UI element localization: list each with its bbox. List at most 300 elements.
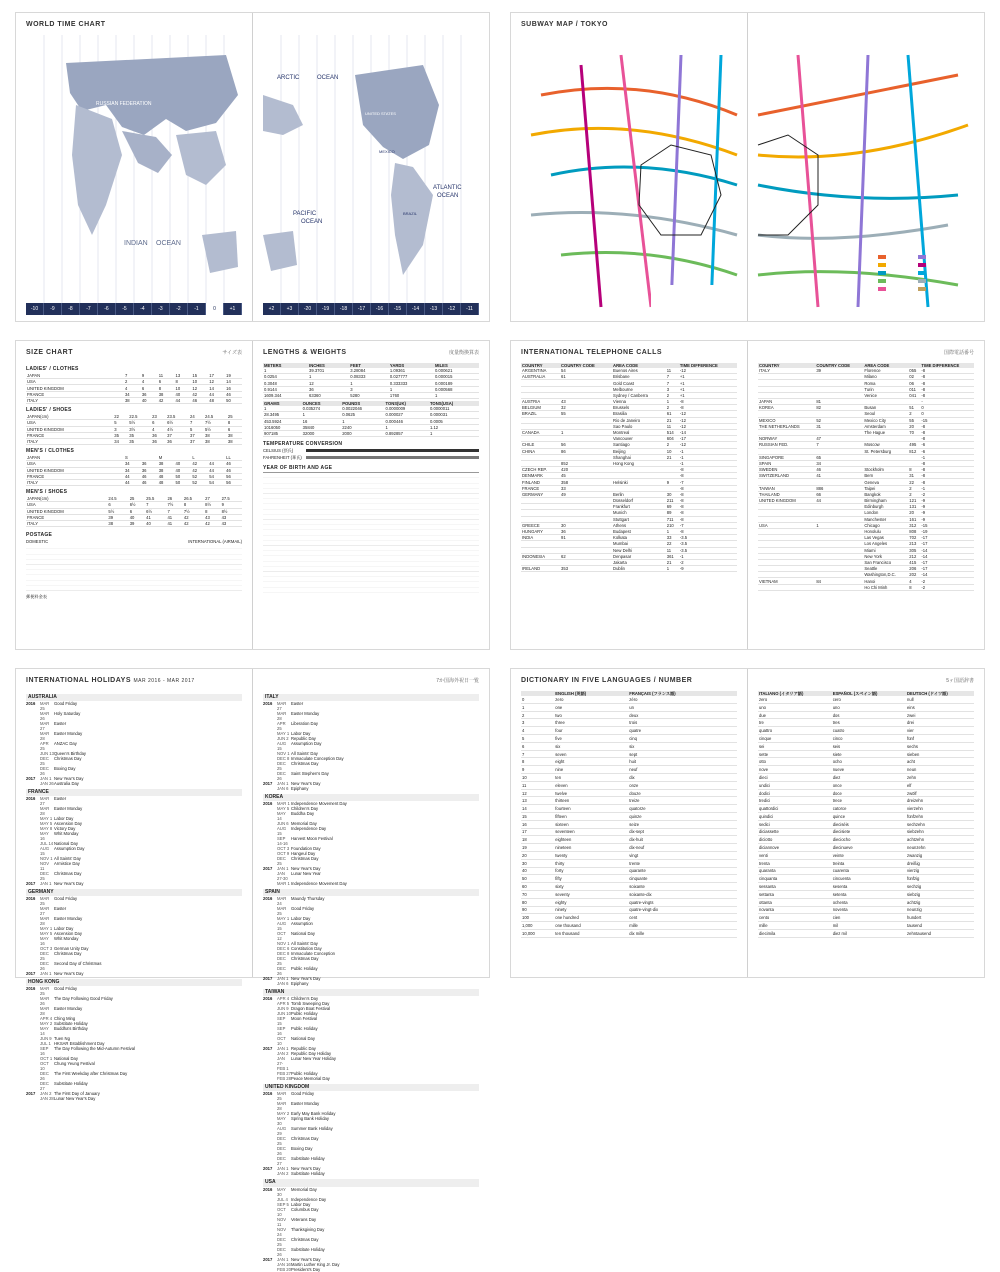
- map-label: PACIFIC: [293, 211, 317, 217]
- table-cell: 40: [175, 391, 192, 397]
- holiday-date: MAR 25: [277, 906, 287, 917]
- size-chart-body: [26, 363, 242, 635]
- holiday-line: [263, 956, 479, 966]
- table-cell: -6: [920, 442, 974, 448]
- holiday-name: Christmas Day: [291, 856, 319, 862]
- table-cell: 1: [815, 522, 863, 528]
- holiday-date: JAN 28: [40, 1096, 54, 1102]
- table-cell: -12: [679, 411, 737, 417]
- table-cell: DENMARK: [521, 473, 560, 479]
- table-cell: -2: [679, 559, 737, 565]
- table-cell: 100: [521, 914, 554, 922]
- table-cell: 8: [175, 379, 192, 385]
- holiday-name: Second Day of Christmas: [54, 961, 102, 967]
- table-cell: 6: [521, 742, 554, 750]
- map-label: OCEAN: [301, 219, 323, 225]
- table-cell: Venice: [863, 392, 908, 398]
- telephone-table: [521, 363, 737, 572]
- page-title: WORLD TIME CHART: [26, 21, 106, 28]
- table-row: [758, 789, 974, 797]
- table-cell: Milano: [863, 374, 908, 380]
- table-cell: fifty: [554, 875, 628, 883]
- table-row: [521, 735, 737, 743]
- holiday-name: National Day: [54, 1056, 78, 1062]
- table-cell: 38: [227, 432, 242, 438]
- table-cell: 415: [908, 559, 920, 565]
- table-cell: one hundred: [554, 914, 628, 922]
- holiday-date: JUN 10: [277, 1011, 291, 1017]
- holiday-line: [26, 806, 242, 816]
- table-cell: FRANCE: [521, 485, 560, 491]
- table-cell: 0.000446: [384, 418, 428, 424]
- table-cell: cuatro: [832, 727, 906, 735]
- holiday-name: Columbus Day: [291, 1206, 319, 1212]
- dictionary-body-left: [521, 691, 737, 963]
- table-cell: 37: [189, 438, 204, 444]
- holiday-year: [263, 906, 277, 916]
- holiday-group-title: ITALY: [263, 694, 479, 701]
- holiday-line: [263, 1227, 479, 1237]
- table-cell: NORWAY: [758, 436, 815, 442]
- table-cell: -8: [679, 467, 737, 473]
- table-cell: 46: [815, 467, 863, 473]
- table-cell: 44: [208, 391, 225, 397]
- table-cell: cien: [832, 914, 906, 922]
- table-cell: 305: [908, 547, 920, 553]
- column-header: AREA CODE: [612, 363, 666, 368]
- table-cell: 35: [113, 432, 128, 438]
- table-cell: Gold Coast: [612, 380, 666, 386]
- table-row: [521, 727, 737, 735]
- table-cell: -8: [679, 528, 737, 534]
- map-label: OCEAN: [317, 75, 339, 81]
- holiday-name: Easter: [54, 721, 67, 727]
- holiday-date: OCT 10: [40, 1061, 49, 1072]
- table-cell: 711: [666, 516, 679, 522]
- holiday-line: [26, 766, 242, 776]
- holiday-year: [263, 1101, 277, 1111]
- holiday-year: 2017: [263, 1046, 273, 1052]
- table-cell: 0.0005: [429, 418, 479, 424]
- holiday-name: Epiphany: [291, 786, 309, 792]
- holiday-group-title: KOREA: [263, 794, 479, 801]
- table-cell: -12: [679, 368, 737, 374]
- table-cell: 38: [124, 397, 141, 403]
- table-cell: 25: [227, 414, 242, 420]
- holiday-name: Peace Memorial Day: [291, 1076, 330, 1082]
- holiday-line: [263, 1187, 479, 1197]
- table-cell: catorce: [832, 805, 906, 813]
- table-row: [521, 836, 737, 844]
- table-cell: -3.5: [679, 535, 737, 541]
- table-cell: 90: [521, 906, 554, 914]
- table-cell: 31: [908, 473, 920, 479]
- column-header: COUNTRY: [521, 363, 560, 368]
- holiday-date: AUG 15: [277, 921, 287, 932]
- table-cell: UNITED KINGDOM: [26, 385, 124, 391]
- table-cell: 6: [141, 385, 158, 391]
- table-cell: 9: [521, 766, 554, 774]
- size-table: [26, 496, 242, 527]
- holiday-date: JUN 6: [277, 821, 289, 827]
- table-cell: tres: [832, 719, 906, 727]
- table-cell: dix-huit: [628, 836, 737, 844]
- table-cell: THAILAND: [758, 491, 815, 497]
- table-cell: 8: [158, 385, 175, 391]
- table-cell: Shanghai: [612, 454, 666, 460]
- table-cell: 3: [113, 426, 128, 432]
- table-cell: 06: [908, 380, 920, 386]
- holiday-year: [26, 806, 40, 816]
- table-cell: UNITED KINGDOM: [26, 426, 113, 432]
- holiday-date: DEC 26: [40, 961, 49, 972]
- table-cell: 9: [141, 373, 158, 379]
- time-zone-cell: -6: [98, 303, 116, 315]
- holiday-year: 2017: [263, 976, 273, 982]
- holiday-line: [263, 1076, 479, 1081]
- holidays-page-left: [16, 669, 252, 1102]
- holiday-date: APR 4: [40, 1016, 53, 1022]
- holiday-date: MAR 26: [40, 711, 50, 722]
- table-cell: USA: [26, 502, 107, 508]
- section-title: TEMPERATURE CONVERSION: [263, 441, 343, 448]
- holiday-year: [26, 861, 40, 871]
- table-cell: CHILE: [521, 442, 560, 448]
- table-cell: 6: [151, 420, 166, 426]
- table-cell: Brisbane: [612, 374, 666, 380]
- table-cell: diciannove: [758, 844, 832, 852]
- holiday-name: Early May Bank Holiday: [291, 1111, 336, 1117]
- table-cell: -15: [920, 522, 974, 528]
- table-row: [758, 930, 974, 938]
- holiday-year: 2016: [263, 801, 273, 807]
- holiday-line: [263, 881, 479, 886]
- table-cell: Bern: [863, 473, 908, 479]
- table-cell: 2: [521, 711, 554, 719]
- table-row: [521, 703, 737, 711]
- time-zone-cell: -11: [461, 303, 479, 315]
- table-cell: 5: [521, 735, 554, 743]
- holiday-line: [26, 916, 242, 926]
- table-cell: 13: [175, 373, 192, 379]
- holiday-line: [263, 1247, 479, 1257]
- table-cell: six: [554, 742, 628, 750]
- table-cell: neunzehn: [906, 844, 974, 852]
- table-cell: 1: [429, 430, 479, 436]
- holiday-line: [26, 731, 242, 741]
- holiday-name: All Saints' Day: [291, 941, 318, 947]
- table-cell: 26.5: [183, 496, 204, 502]
- holiday-year: [26, 781, 40, 786]
- table-cell: thirty: [554, 859, 628, 867]
- table-cell: 4: [124, 385, 141, 391]
- time-zone-cell: -18: [335, 303, 353, 315]
- holiday-line: [26, 961, 242, 971]
- holiday-line: [263, 921, 479, 931]
- table-cell: 5½: [128, 420, 151, 426]
- time-zone-cell: -9: [44, 303, 62, 315]
- table-cell: twenty: [554, 852, 628, 860]
- table-cell: -12: [679, 417, 737, 423]
- holiday-group-title: HONG KONG: [26, 979, 242, 986]
- holiday-name: The Day Following the Mid-Autumn Festival: [54, 1046, 135, 1052]
- table-cell: diecimila: [758, 930, 832, 938]
- weight-table: [263, 401, 479, 437]
- holiday-date: MAR 28: [277, 711, 287, 722]
- table-cell: GERMANY: [521, 491, 560, 497]
- table-cell: 42: [183, 520, 204, 526]
- table-cell: mille: [758, 922, 832, 930]
- table-cell: 24.5: [107, 496, 128, 502]
- table-cell: UNITED KINGDOM: [26, 508, 107, 514]
- table-cell: INDIA: [521, 535, 560, 541]
- column-header: GRAMS: [263, 401, 302, 406]
- time-zone-cell: -16: [371, 303, 389, 315]
- holiday-date: SEP 16: [40, 1046, 49, 1057]
- holiday-name: Easter Monday: [291, 711, 320, 717]
- holiday-year: [263, 966, 277, 976]
- holiday-date: OCT 3: [277, 846, 290, 852]
- holiday-name: Thanksgiving Day: [291, 1226, 325, 1232]
- table-cell: IRELAND: [521, 566, 560, 572]
- table-cell: 5½: [204, 426, 227, 432]
- table-cell: 43: [221, 514, 242, 520]
- holiday-name: Martin Luther King Jr. Day: [291, 1261, 340, 1267]
- holiday-date: NOV 1: [40, 856, 53, 862]
- holiday-date: OCT 12: [277, 931, 286, 942]
- holiday-date: DEC 25: [277, 1136, 286, 1147]
- holiday-name: ANZAC Day: [54, 741, 77, 747]
- table-cell: trois: [628, 719, 737, 727]
- table-cell: 19: [225, 373, 242, 379]
- table-cell: elf: [906, 781, 974, 789]
- table-cell: cero: [832, 696, 906, 703]
- holiday-date: JAN 6: [277, 786, 289, 792]
- time-zone-cell: +3: [281, 303, 299, 315]
- table-cell: ninety: [554, 906, 628, 914]
- table-cell: 1760: [389, 392, 434, 398]
- table-cell: 56: [225, 473, 242, 479]
- table-cell: diciotto: [758, 836, 832, 844]
- table-cell: Rio de Janeiro: [612, 417, 666, 423]
- holiday-name: Easter Monday: [54, 731, 83, 737]
- table-cell: 2240: [341, 424, 384, 430]
- table-cell: 54: [208, 473, 225, 479]
- holiday-date: OCT 10: [277, 1206, 286, 1217]
- table-cell: noventa: [832, 906, 906, 914]
- holiday-date: MAY 14: [277, 811, 286, 822]
- map-label: RUSSIAN FEDERATION: [96, 101, 152, 107]
- table-cell: -8: [679, 510, 737, 516]
- table-cell: +1: [679, 380, 737, 386]
- table-cell: 02: [908, 374, 920, 380]
- holiday-year: [26, 766, 40, 776]
- table-row: [758, 852, 974, 860]
- table-cell: 46: [141, 473, 158, 479]
- holiday-name: Public Holiday: [291, 966, 318, 972]
- table-cell: ARGENTINA: [521, 368, 560, 374]
- holiday-name: Easter: [54, 906, 67, 912]
- holiday-name: Labor Day: [54, 816, 74, 822]
- holiday-name: Harvest Moon Festival: [291, 836, 333, 842]
- holiday-date: DEC 25: [277, 761, 286, 772]
- table-cell: 5½: [107, 508, 128, 514]
- holiday-year: [26, 1061, 40, 1071]
- holiday-name: Memorial Day: [291, 821, 317, 827]
- table-cell: dreizehn: [906, 797, 974, 805]
- table-cell: 5280: [349, 392, 389, 398]
- table-cell: ochenta: [832, 898, 906, 906]
- table-cell: Stockholm: [863, 467, 908, 473]
- table-row: [263, 430, 479, 436]
- table-cell: TAIWAN: [758, 485, 815, 491]
- column-header: TONS(USA): [429, 401, 479, 406]
- table-cell: zero: [554, 696, 628, 703]
- table-cell: 8½: [221, 508, 242, 514]
- table-row: [26, 520, 242, 526]
- table-cell: 39: [129, 520, 145, 526]
- holiday-name: Buddha Day: [291, 811, 315, 817]
- table-cell: diez: [832, 774, 906, 782]
- table-cell: 40: [145, 520, 166, 526]
- holiday-name: Armistice Day: [54, 861, 80, 867]
- table-cell: +1: [679, 386, 737, 392]
- table-cell: 6½: [145, 508, 166, 514]
- table-cell: Denpasar: [612, 553, 666, 559]
- holiday-year: 2016: [263, 1091, 273, 1097]
- lengths-page: [253, 341, 489, 649]
- time-zone-cell: -13: [425, 303, 443, 315]
- table-row: [521, 828, 737, 836]
- holiday-name: Foundation Day: [291, 846, 321, 852]
- holiday-year: 2016: [26, 896, 36, 902]
- table-cell: 3: [521, 719, 554, 727]
- table-cell: nine: [554, 766, 628, 774]
- holiday-line: [26, 1026, 242, 1036]
- holiday-year: [263, 881, 277, 886]
- holiday-date: DEC 26: [277, 966, 286, 977]
- table-row: [521, 766, 737, 774]
- table-cell: ITALY: [26, 479, 124, 485]
- table-cell: 1.12: [429, 424, 479, 430]
- table-row: [263, 392, 479, 398]
- holiday-date: MAY 14: [40, 1026, 49, 1037]
- holiday-line: [26, 1071, 242, 1081]
- table-cell: 46: [141, 479, 158, 485]
- table-cell: 0.3048: [263, 380, 308, 386]
- table-cell: quatre: [628, 727, 737, 735]
- table-cell: 55: [560, 411, 612, 417]
- table-cell: INDONESIA: [521, 553, 560, 559]
- table-cell: dix mille: [628, 930, 737, 938]
- holiday-line: [263, 811, 479, 821]
- table-cell: six: [628, 742, 737, 750]
- holiday-name: Substitute Holiday: [291, 1246, 325, 1252]
- table-cell: 39.3701: [308, 368, 349, 374]
- holiday-date: DEC 26: [40, 1071, 49, 1082]
- table-cell: mil: [832, 922, 906, 930]
- holiday-year: [263, 871, 277, 881]
- holiday-date: OCT 9: [277, 851, 290, 857]
- table-row: [758, 727, 974, 735]
- holiday-year: [263, 721, 277, 731]
- column-header: DEUTSCH (ドイツ語): [906, 691, 974, 696]
- table-cell: 131: [908, 504, 920, 510]
- table-cell: -8: [679, 498, 737, 504]
- table-cell: 23.5: [166, 414, 189, 420]
- table-cell: undici: [758, 781, 832, 789]
- holiday-name: Queen's Birthday: [54, 751, 86, 757]
- table-cell: 0.000027: [384, 412, 428, 418]
- column-header: COUNTRY: [758, 363, 815, 368]
- table-cell: 210: [666, 522, 679, 528]
- holiday-date: AUG 29: [277, 1126, 287, 1137]
- postage-column-title: DOMESTIC: [26, 539, 49, 545]
- table-cell: neunzig: [906, 906, 974, 914]
- holiday-name: Substitute Holiday: [291, 1156, 325, 1162]
- holiday-line: [26, 986, 242, 996]
- holiday-date: FEB 27: [277, 1071, 291, 1077]
- table-cell: Las Vegas: [863, 535, 908, 541]
- holiday-date: JAN 16: [277, 1261, 291, 1267]
- table-cell: -8: [920, 368, 974, 374]
- table-cell: 8: [908, 467, 920, 473]
- table-cell: BRAZIL: [521, 411, 560, 417]
- table-cell: FRANCE: [26, 473, 124, 479]
- table-cell: 50: [175, 473, 192, 479]
- table-cell: SINGAPORE: [758, 454, 815, 460]
- table-cell: 47: [815, 436, 863, 442]
- table-cell: 70: [521, 891, 554, 899]
- table-cell: 312: [908, 522, 920, 528]
- table-cell: 14: [208, 385, 225, 391]
- holiday-name: Substitute Holiday: [54, 1021, 88, 1027]
- holiday-line: [263, 1146, 479, 1156]
- page-title: DICTIONARY IN FIVE LANGUAGES / NUMBER: [521, 677, 693, 684]
- table-cell: 50: [225, 397, 242, 403]
- table-cell: 6: [107, 502, 128, 508]
- table-cell: -2: [920, 584, 974, 590]
- table-cell: 20: [521, 852, 554, 860]
- table-cell: seize: [628, 820, 737, 828]
- table-cell: 63360: [308, 392, 349, 398]
- table-cell: 10: [191, 379, 208, 385]
- holiday-year: 2017: [26, 881, 36, 887]
- holiday-date: AUG 15: [40, 846, 50, 857]
- table-cell: 25.5: [145, 496, 166, 502]
- table-cell: -8: [920, 380, 974, 386]
- holiday-date: DEC 25: [40, 951, 49, 962]
- holiday-line: [263, 1267, 479, 1272]
- table-cell: 12: [308, 380, 349, 386]
- column-header: ESPAÑOL (スペイン語): [832, 691, 906, 696]
- table-cell: 56: [560, 442, 612, 448]
- table-cell: -8: [679, 491, 737, 497]
- table-cell: New York: [863, 553, 908, 559]
- holiday-name: The Day Following Good Friday: [54, 996, 113, 1002]
- table-cell: eins: [906, 703, 974, 711]
- table-cell: SWITZERLAND: [758, 473, 815, 479]
- table-cell: Vienna: [612, 399, 666, 405]
- table-cell: JAPAN: [26, 373, 124, 379]
- table-cell: vier: [906, 727, 974, 735]
- table-cell: 27.5: [221, 496, 242, 502]
- holiday-line: [26, 971, 242, 976]
- time-zone-cell: -15: [389, 303, 407, 315]
- table-cell: 041: [908, 392, 920, 398]
- holiday-name: Republic Day: [291, 1046, 316, 1052]
- table-cell: -9: [920, 516, 974, 522]
